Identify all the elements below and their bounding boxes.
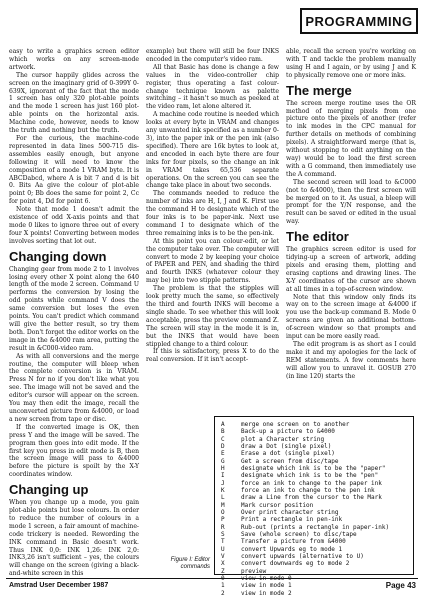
paragraph: A machine code routine is needed which looks at every byte in VRAM and changes any unwanted ink specified as a number 0-3), into the paper ink or the pen ink (also specified). There are 16k bytes to look at, and encoded in each byte there are four inks for four pixels, so the change an ink in VRAM takes 65,536 separate operations. On the screen you can see the change take place in about two seconds. [146,111,279,190]
command-key: P [221,516,225,524]
command-description: view in mode 1 [241,582,292,590]
command-description: Transfer a picture from &4000 [241,538,346,546]
command-key: D [221,442,225,450]
figure-row [221,509,413,516]
paragraph: Note that this window only finds its way on to the screen image at &4000 if you use the back-up command B. Mode 0 screens are given an additional bottom-of-screen window so that prompts and input can be more easily read. [286,293,416,341]
command-key: H [221,464,225,472]
command-description: Print a rectangle in pen-ink [241,516,343,524]
command-description: Mark cursor position [241,501,314,509]
command-description: force an ink to change to the pen ink [241,486,375,494]
command-key: I [221,472,225,480]
command-key: C [221,435,225,443]
figure-row [221,450,413,457]
command-key: 2 [221,589,225,597]
command-description: Rub-out (prints a rectangle in paper-ink) [241,523,390,531]
figure-row [221,458,413,465]
paragraph: When you change up a mode, you gain plot-able points but lose colours. In order to reduce the number of colours in a mode 1 screen, a fair amount of machine-code trickery is needed. Rewording the INK command in Basic doesn't work. Thus INK 0,0: INK 1,26: INK 2,0: INK3,26 isn't sufficient – yes, the colours will change on the screen (giving a black-and-white screen in this [9,499,139,578]
column-left [9,48,139,578]
paragraph: As with all conversions and the merge routine, the computer will bleep when the complete conversion is in VRAM. Press N for no if you don't like what you see. The image will not be saved and the editor's cursor will appear on the screen. You may then edit the image, recall the unconverted picture from &4000, or load a new screen from tape or disc. [9,352,139,423]
command-description: draw a Dot (single pixel) [241,442,332,450]
heading-changing-down: Changing down [9,248,107,264]
command-description: designate which ink is to be the "pen" [241,472,379,480]
command-description: preview [241,567,267,575]
figure-row [221,494,413,501]
command-key: 1 [221,582,225,590]
paragraph: If this is satisfactory, press X to do the real conversion. If it isn't accept- [146,348,279,364]
command-description: merge one screen on to another [241,421,350,428]
command-description: Over print character string [241,508,339,516]
command-key: J [221,479,225,487]
paragraph: The problem is that the stipples will look pretty much the same, so effectively the third and fourth INKS will become a single shade. To see whether this will look acceptable, press the preview command Z. The screen will stay in the mode it is in, but the INKS that would have been stippled change to a third colour. [146,285,279,348]
command-key: L [221,494,225,502]
paragraph: For the curious, the machine-code represented in data lines 500-715 dis-assembles easily enough, but anyone following it will need to know the composition of a mode 1 VRAM byte. It is ABCDabcd, where A is bit 7 and d is bit 0. Bits Aa give the colour of plot-able point 0; Bb does the same for point 2, Cc for point 4, Dd for point 6. [9,134,139,206]
command-key: X [221,560,225,568]
command-key: U [221,545,225,553]
command-key: B [221,428,225,436]
heading-the-editor: The editor [286,229,349,245]
command-description: convert Upwards eg to mode 1 [241,545,343,553]
command-description: plot a Character string [241,435,325,443]
figure-row [221,480,413,487]
section-title: PROGRAMMING [305,13,413,29]
figure-row [221,538,413,545]
figure-caption: Figure I: Editor commands [170,557,210,570]
paragraph: The edit program is as short as I could make it and my apologies for the lack of REM statements. A few comments here will allow you to unravel it. GOSUB 270 (in line 120) starts the [286,341,416,380]
command-description: Get a screen from disc/tape [241,457,339,465]
command-description: convert upwards (alternative to U) [241,552,364,560]
figure-row [221,560,413,567]
paragraph: Changing gear from mode 2 to 1 involves losing every other X point along the 640 length of the mode 2 screen. Command U performs the conversion by losing the odd points while command V does the same conversion but loses the even points. You can't predict which command will give the better result, so try them both. Don't forget the editor works on the image in the &4000 ram area, putting the result in &C000-video ram. [9,265,139,352]
figure-row [221,428,413,435]
command-key: E [221,450,225,458]
paragraph: able, recall the screen you're working on with T and tackle the problem manually using H and I again, or by using J and K to physically remove one or more inks. [286,48,416,79]
figure-row [221,582,413,589]
command-key: O [221,508,225,516]
figure-row [221,436,413,443]
command-key: S [221,530,225,538]
figure-row [221,443,413,450]
figure-row [221,472,413,479]
command-key: R [221,523,225,531]
command-description: Back-up a picture to &4000 [241,428,335,436]
paragraph: easy to write a graphics screen editor which works on any screen-mode artwork. [9,48,139,71]
paragraph: All that Basic has done is change a few values in the video-controller chip register, thus operating a fast colour-change technique known as palette switching – it hasn't so much as peeked at the video ram, let alone altered it. [146,63,279,111]
command-description: designate which ink is to be the "paper" [241,464,386,472]
heading-changing-up: Changing up [9,482,89,498]
figure-row [221,487,413,494]
figure-row [221,465,413,472]
column-right [286,48,416,381]
command-key: K [221,486,225,494]
command-key: V [221,552,225,560]
section-header [300,8,418,34]
paragraph: The cursor happily glides across the screen on the imaginary grid of 0-399Y 0-639X, ignorant of the fact that the mode 1 screen has only 320 plot-able points and the mode 1 screen has just 160 plot-able points on the horizontal axis. Machine code, however, needs to know the truth and nothing but the truth. [9,71,139,135]
figure-row [221,524,413,531]
command-key: A [221,421,225,428]
page-number: Page 43 [385,581,416,590]
paragraph: The second screen will load to &C000 (not to &4000), then the first screen will be merged on to it. As usual, a bleep will prompt for the Y/N response, and the result can be saved or edited in the usual way. [286,178,416,226]
command-key: Z [221,567,225,575]
footer-magazine: Amstrad User December 1987 [9,582,109,589]
column-middle [146,48,279,364]
footer-rule [6,578,418,579]
figure-row [221,590,413,597]
command-key: G [221,457,225,465]
command-key: M [221,501,225,509]
figure-row [221,502,413,509]
paragraph: At this point you can colour-edit, or let the computer take over. The computer will convert to mode 2 by keeping your choice of PAPER and PEN, and shading the third and fourth INKS (whatever colour they may be) into two stipple patterns. [146,237,279,285]
command-description: force an ink to change to the paper ink [241,479,382,487]
figure-row [221,421,413,428]
paragraph: The screen merge routine uses the OR method of merging pixels from one picture onto the pixels of another (refer to ink modes in the CPC manual for further details on methods of combining pixels). A straightforward merge (that is, without stopping to edit anything on the way) would be to load the first screen with a G command, then immediately use the A command. [286,99,416,178]
paragraph: If the converted image is OK, then press Y and the image will be saved. The program then goes into edit mode. If the first key you press in edit mode is B, then the screen image will pass to &4000 before the picture is spoilt by the X-Y coordinates window. [9,423,139,479]
paragraph: Note that mode 1 doesn't admit the existence of odd X-axis points and that mode 0 likes to ignore three out of every four X points! Converting between modes involves sorting that lot out. [9,206,139,245]
figure-row [221,531,413,538]
figure-row [221,553,413,560]
paragraph: example) but there will still be four INKS encoded in the computer's video ram. [146,48,279,63]
figure-row [221,546,413,553]
command-description: Save (whole screen) to disc/tape [241,530,357,538]
command-description: Erase a dot (single pixel) [241,450,335,458]
paragraph: The graphics screen editor is used for tidying-up a screen of artwork, adding pixels and erasing them, plotting and erasing captions and drawing lines. The X-Y coordinates of the cursor are shown at all times in a top-of-screen window. [286,246,416,293]
command-description: convert downwards eg to mode 2 [241,560,350,568]
figure-row [221,568,413,575]
command-description: draw a Line from the cursor to the Mark [241,494,382,502]
paragraph: The commands needed to reduce the number of inks are H, I, J and K. First use the command H to designate which of the four inks is to be paper-ink. Next use command I to designate which of the three remaining inks is to be the pen-ink. [146,190,279,237]
figure-row [221,516,413,523]
command-key: T [221,538,225,546]
command-description: view in mode 2 [241,589,292,597]
heading-the-merge: The merge [286,82,352,98]
